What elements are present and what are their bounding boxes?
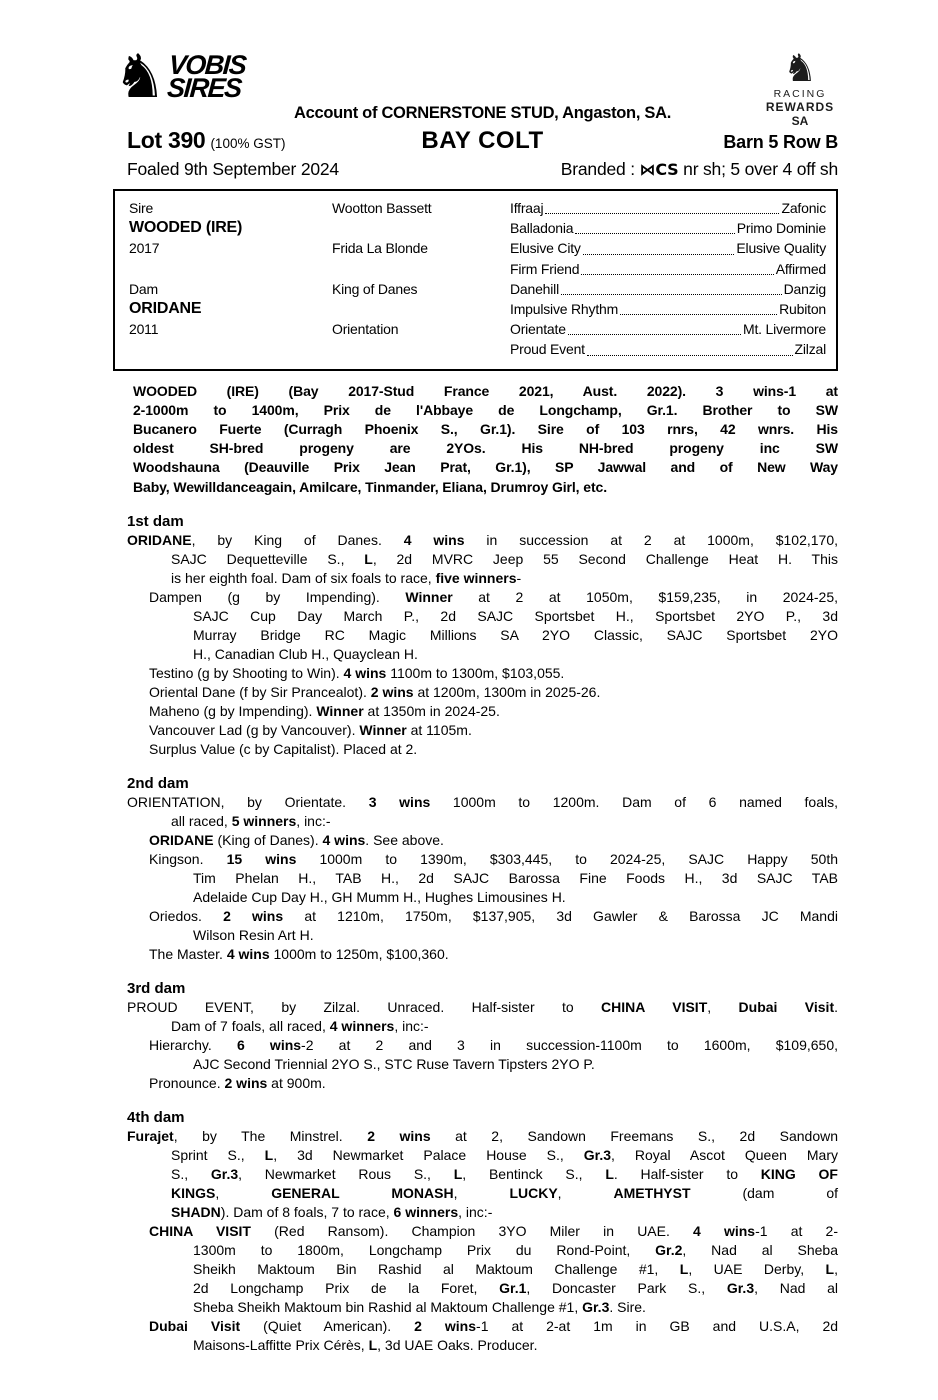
dam-sections (127, 512, 838, 1355)
text-line: Hierarchy. 6 wins-2 at 2 and 3 in succession-1100m to 1600m, $109,650, (149, 1036, 839, 1053)
pedigree-paragraph (127, 721, 838, 740)
brand-mark-icon: ⋈CS (639, 160, 679, 179)
branded-label: Branded : (560, 159, 640, 179)
racing-rewards-logo (742, 46, 858, 128)
text-line: Murray Bridge RC Magic Millions SA 2YO Classic, SAJC Sportsbet 2YO (193, 626, 838, 643)
pedigree-gen3-row (510, 238, 826, 258)
text-line: H., Canadian Club H., Quayclean H. (193, 645, 418, 662)
pedigree-gen3-row (510, 259, 826, 279)
dot-leader (545, 213, 779, 214)
pedigree-grandparent: King of Danes (332, 280, 418, 297)
dam-heading: 1st dam (127, 512, 184, 530)
text-line: Maheno (g by Impending). Winner at 1350m in 2024-25. (149, 702, 500, 719)
text-line: Surplus Value (c by Capitalist). Placed at 2. (149, 740, 418, 757)
gen4-name: Elusive Quality (736, 240, 826, 257)
gen3-name: Impulsive Rhythm (510, 300, 619, 317)
gen4-name: Primo Dominie (736, 220, 826, 237)
gst-note: (100% GST) (210, 136, 286, 151)
pedigree-ancestor: 2011 (129, 321, 159, 338)
text-line: all raced, 5 winners, inc:- (171, 812, 331, 829)
foaled-date: Foaled 9th September 2024 (127, 159, 339, 179)
text-line: Furajet, by The Minstrel. 2 wins at 2, Sandown Freemans S., 2d Sandown (127, 1127, 839, 1144)
text-line: SAJC Dequetteville S., L, 2d MVRC Jeep 55 Second Challenge Heat H. This (171, 550, 838, 567)
pedigree-ancestor (129, 339, 332, 359)
pedigree-paragraph (127, 664, 838, 683)
gen3-name: Danehill (510, 280, 559, 297)
dam-section (127, 512, 838, 759)
sire-summary-line: oldest SH-bred progeny are 2YOs. His NH-bred progeny inc SW (133, 440, 838, 457)
dam-section (127, 1108, 838, 1355)
text-line: ORIDANE (King of Danes). 4 wins. See above. (149, 831, 444, 848)
vobis-sires-logo (113, 42, 247, 112)
dam-section (127, 774, 838, 964)
pedigree-grandparent: Frida La Blonde (332, 240, 428, 257)
text-line: Dam of 7 foals, all raced, 4 winners, inc:- (171, 1017, 429, 1034)
pedigree-paragraph (127, 1127, 838, 1222)
sire-summary (133, 382, 838, 497)
gen3-name: Proud Event (510, 341, 585, 358)
text-line: Oriedos. 2 wins at 1210m, 1750m, $137,905, 3d Gawler & Barossa JC Mandi (149, 907, 838, 924)
pedigree-paragraph (127, 683, 838, 702)
pedigree-paragraph (127, 1222, 838, 1317)
pedigree-grandparent (332, 299, 510, 319)
gen4-name: Danzig (783, 280, 826, 297)
gen4-name: Rubiton (779, 300, 826, 317)
text-line: is her eighth foal. Dam of six foals to race, five winners- (171, 569, 522, 586)
gen3-name: Elusive City (510, 240, 581, 257)
pedigree-paragraph (127, 850, 838, 907)
dam-section (127, 979, 838, 1093)
pedigree-gen3-row (510, 218, 826, 238)
sire-summary-line: 2-1000m to 1400m, Prix de l'Abbaye de Longchamp, Gr.1. Brother to SW (133, 401, 838, 418)
catalogue-content (113, 0, 839, 1355)
text-line: The Master. 4 wins 1000m to 1250m, $100,360. (149, 945, 449, 962)
lot-number: Lot 390 (127, 127, 206, 153)
pedigree-gen3-row (510, 198, 826, 218)
pedigree-gen3-row (510, 339, 826, 359)
foal-row (127, 159, 838, 180)
pedigree-table (113, 189, 838, 371)
dot-leader (561, 294, 782, 295)
racing-horse-icon: ♞ (782, 46, 818, 90)
text-line: Dubai Visit (Quiet American). 2 wins-1 at 2-at 1m in GB and U.S.A, 2d (149, 1317, 839, 1334)
text-line: Tim Phelan H., TAB H., 2d SAJC Barossa Fine Foods H., 3d SAJC TAB (193, 869, 838, 886)
dot-leader (568, 334, 741, 335)
sire-summary-line: Baby, Wewilldanceagain, Amilcare, Tinmander, Eliana, Drumroy Girl, etc. (133, 478, 607, 495)
text-line: Testino (g by Shooting to Win). 4 wins 1100m to 1300m, $103,055. (149, 664, 565, 681)
rr-line-sa: SA (791, 114, 809, 128)
sire-summary-line: Bucanero Fuerte (Curragh Phoenix S., Gr.1). Sire of 103 rnrs, 42 wnrs. His (133, 420, 838, 437)
vobis-word: VOBIS (167, 50, 247, 80)
barn-location: Barn 5 Row B (723, 132, 838, 152)
gen3-name: Orientate (510, 321, 566, 338)
sire-summary-line: Woodshauna (Deauville Prix Jean Prat, Gr.1), SP Jawwal and of New Way (133, 459, 838, 476)
pedigree-ancestor: 2017 (129, 240, 160, 257)
pedigree-paragraph (127, 1036, 838, 1074)
dot-leader (575, 233, 734, 234)
pedigree-grandparent (332, 218, 510, 238)
pedigree-paragraph (127, 1317, 838, 1355)
text-line: KINGS, GENERAL MONASH, LUCKY, AMETHYST (dam of (171, 1184, 839, 1201)
text-line: AJC Second Triennial 2YO S., STC Ruse Tavern Tipsters 2YO P. (193, 1055, 595, 1072)
pedigree-gen3-row (510, 319, 826, 339)
gen3-name: Firm Friend (510, 260, 580, 277)
pedigree-grandparent: Orientation (332, 321, 399, 338)
text-line: Pronounce. 2 wins at 900m. (149, 1074, 326, 1091)
pedigree-ancestor: Dam (129, 280, 158, 297)
pedigree-ancestor (129, 259, 332, 279)
text-line: CHINA VISIT (Red Ransom). Champion 3YO Miler in UAE. 4 wins-1 at 2- (149, 1222, 839, 1239)
dot-leader (620, 314, 777, 315)
pedigree-paragraph (127, 793, 838, 831)
dot-leader (587, 355, 793, 356)
pedigree-grandparent: Wootton Bassett (332, 200, 432, 216)
pedigree-paragraph (127, 907, 838, 945)
text-line: Kingson. 15 wins 1000m to 1390m, $303,445, to 2024-25, SAJC Happy 50th (149, 850, 839, 867)
text-line: Sheba Sheikh Maktoum bin Rashid al Maktoum Challenge #1, Gr.3. Sire. (193, 1298, 646, 1315)
sire-summary-line: WOODED (IRE) (Bay 2017-Stud France 2021, Aust. 2022). 3 wins-1 at (133, 382, 838, 399)
text-line: ORIENTATION, by Orientate. 3 wins 1000m to 1200m. Dam of 6 named foals, (127, 793, 838, 810)
pedigree-ancestor: WOODED (IRE) (129, 219, 243, 237)
account-line: Account of CORNERSTONE STUD, Angaston, SA. (294, 104, 671, 122)
branded-rest: nr sh; 5 over 4 off sh (678, 159, 838, 179)
rr-line-rewards: REWARDS (765, 100, 835, 114)
gen3-name: Iffraaj (510, 200, 544, 216)
pedigree-paragraph (127, 531, 838, 588)
lot-row (127, 127, 838, 155)
text-line: 2d Longchamp Prix de la Foret, Gr.1, Doncaster Park S., Gr.3, Nad al (193, 1279, 838, 1296)
header (113, 42, 838, 128)
text-line: Oriental Dane (f by Sir Prancealot). 2 wins at 1200m, 1300m in 2025-26. (149, 683, 601, 700)
pedigree-paragraph (127, 588, 838, 664)
dot-leader (583, 254, 735, 255)
text-line: SAJC Cup Day March P., 2d SAJC Sportsbet H., Sportsbet 2YO P., 3d (193, 607, 838, 624)
text-line: ORIDANE, by King of Danes. 4 wins in succession at 2 at 1000m, $102,170, (127, 531, 839, 548)
pedigree-paragraph (127, 1074, 838, 1093)
pedigree-ancestor: Sire (129, 200, 154, 216)
pedigree-grandparent (332, 339, 510, 359)
dam-heading: 3rd dam (127, 979, 186, 997)
lot-left (127, 127, 421, 154)
text-line: Vancouver Lad (g by Vancouver). Winner at 1105m. (149, 721, 472, 738)
dam-heading: 2nd dam (127, 774, 189, 792)
text-line: PROUD EVENT, by Zilzal. Unraced. Half-sister to CHINA VISIT, Dubai Visit. (127, 998, 839, 1015)
vobis-logo-text (165, 50, 247, 103)
pedigree-paragraph (127, 740, 838, 759)
pedigree-paragraph (127, 998, 838, 1036)
text-line: Sheikh Maktoum Bin Rashid al Maktoum Challenge #1, L, UAE Derby, L, (193, 1260, 838, 1277)
gen4-name: Mt. Livermore (743, 321, 826, 338)
rr-line-racing: RACING (773, 88, 827, 100)
text-line: Wilson Resin Art H. (193, 926, 314, 943)
gen4-name: Affirmed (775, 260, 826, 277)
text-line: SHADN). Dam of 8 foals, 7 to race, 6 winners, inc:- (171, 1203, 493, 1220)
dot-leader (581, 274, 773, 275)
gen4-name: Zafonic (781, 200, 826, 216)
pedigree-paragraph (127, 831, 838, 850)
text-line: Maisons-Laffitte Prix Cérès, L, 3d UAE Oaks. Producer. (193, 1336, 538, 1353)
text-line: 1300m to 1800m, Longchamp Prix du Rond-Point, Gr.2, Nad al Sheba (193, 1241, 839, 1258)
gen4-name: Zilzal (794, 341, 826, 358)
text-line: Sprint S., L, 3d Newmarket Palace House S., Gr.3, Royal Ascot Queen Mary (171, 1146, 838, 1163)
pedigree-gen3-row (510, 299, 826, 319)
pedigree-ancestor: ORIDANE (129, 299, 202, 317)
text-line: Adelaide Cup Day H., GH Mumm H., Hughes Limousines H. (193, 888, 566, 905)
sires-word: SIRES (165, 73, 242, 103)
text-line: Dampen (g by Impending). Winner at 2 at 1050m, $159,235, in 2024-25, (149, 588, 838, 605)
text-line: S., Gr.3, Newmarket Rous S., L, Bentinck S., L. Half-sister to KING OF (171, 1165, 838, 1182)
pedigree-paragraph (127, 945, 838, 964)
horse-title: BAY COLT (421, 127, 544, 154)
pedigree-grandparent (332, 259, 510, 279)
horse-jockey-icon: ♞ (113, 42, 167, 112)
dam-heading: 4th dam (127, 1108, 185, 1126)
gen3-name: Balladonia (510, 220, 574, 237)
pedigree-paragraph (127, 702, 838, 721)
pedigree-gen3-row (510, 279, 826, 299)
brand-details (561, 159, 838, 180)
